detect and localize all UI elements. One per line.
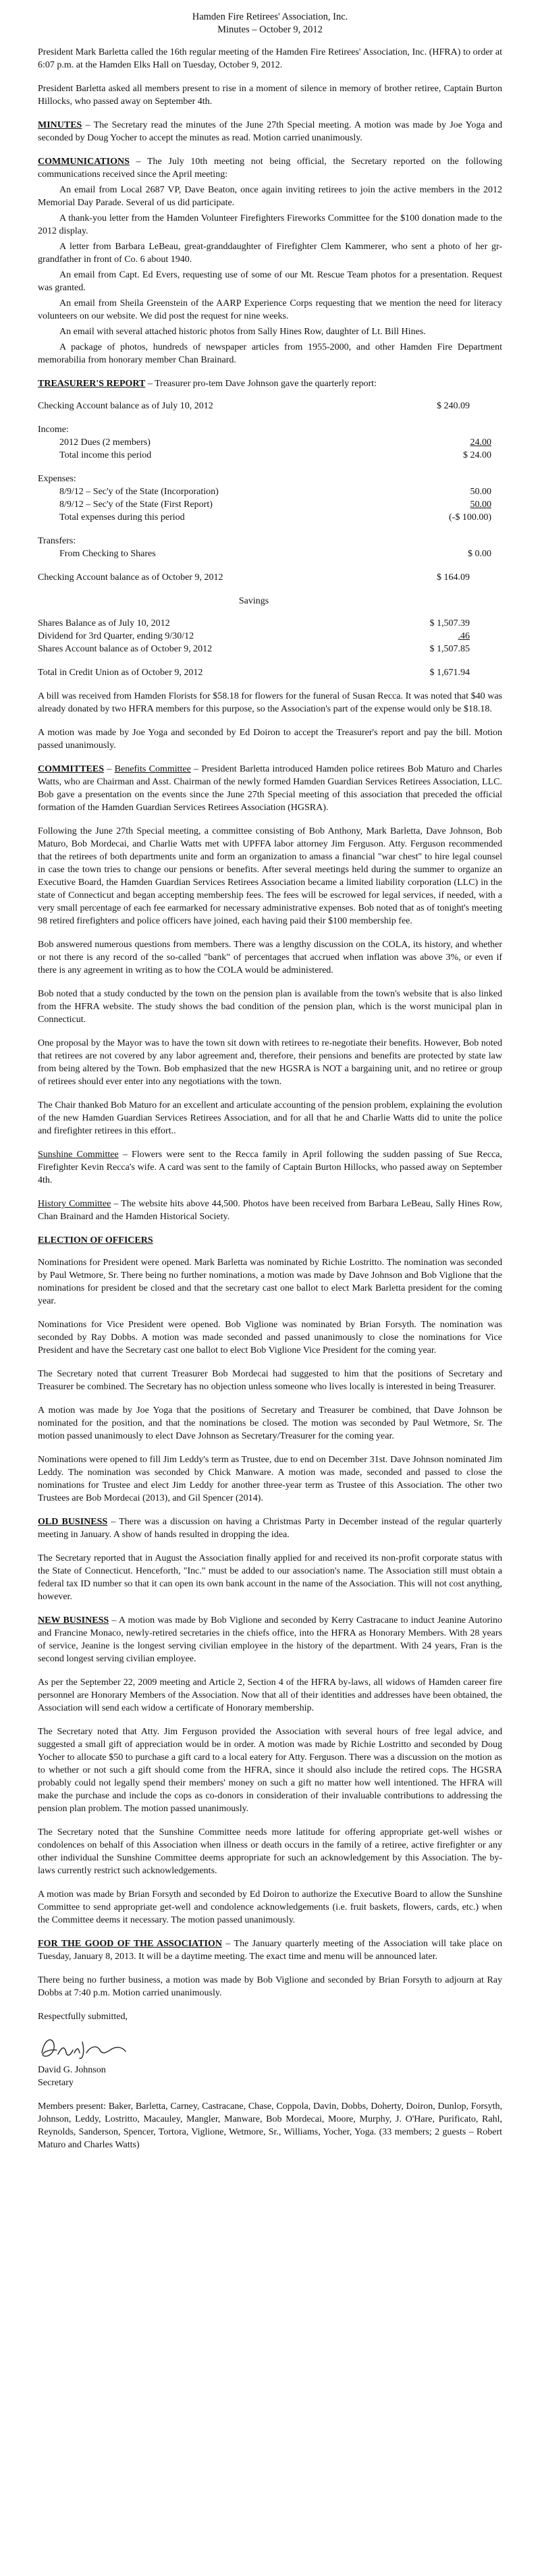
section-text: – There was a discussion on having a Christmas Party in December instead of the regular quarterly meeting in January. A show of hands resulted in dropping the idea. [38,1517,502,1540]
subsection-heading: Benefits Committee [114,764,191,774]
election-section [38,1234,502,1505]
election-paragraph: Nominations for Vice President were opened. Bob Viglione was nominated by Brian Forsyth. The nomination was seconded by Ray Dobbs. A motion was made seconded and passed unanimously to close the nominations for Vice President and have the Secretary cast one ballot to elect Bob Viglione Vice President for the coming year. [38,1320,502,1356]
fin-label: Checking Account balance as of October 9, 2012 [38,572,223,583]
election-paragraph: The Secretary noted that current Treasurer Bob Mordecai had suggested to him that the positions of Secretary and Treasurer be combined. The Secretary has no objection unless someone who lives locally is interested in being Treasurer. [38,1369,502,1392]
treasurer-note: A motion was made by Joe Yoga and seconded by Ed Doiron to accept the Treasurer's report and pay the bill. Motion passed unanimously. [38,728,502,751]
fin-label: Total expenses during this period [59,512,185,522]
communications-section [38,155,502,367]
intro-paragraph: President Mark Barletta called the 16th regular meeting of the Hamden Fire Retirees' Association, Inc. (HFRA) to order at 6:07 p.m. at the Hamden Elks Hall on Tuesday, October 9, 2012. [38,47,502,70]
fin-value: (-$ 100.00) [449,512,491,522]
fin-value: 50.00 [470,500,491,510]
fin-value: $ 164.09 [437,572,470,583]
savings-block [38,617,502,655]
section-text: – A motion was made by Bob Viglione and seconded by Kerry Castracane to induct Jeanine Autorino and Francine Monaco, newly-retired secretaries in the chiefs office, into the HFRA as Honorary Members. With 28 years of service, Jeanine is the longest serving civilian employee in the history of the department. With 24 years, Fran is the second longest serving civilian employee. [38,1615,502,1664]
fin-label: Total income this period [59,450,152,460]
election-paragraph: Nominations for President were opened. Mark Barletta was nominated by Richie Lostritto. The nomination was seconded by Paul Wetmore, Sr. There being no further nominations, a motion was made by Dave Johnson and Bob Viglione that the nominations for president be closed and that the secretary cast one ballot to elect Mark Barletta president for the coming year. [38,1258,502,1306]
communication-item: An email from Sheila Greenstein of the AARP Experience Corps requesting that we mention the need for literacy volunteers on our website. We did post the request for nine weeks. [38,298,502,321]
committee-paragraph: Following the June 27th Special meeting, a committee consisting of Bob Anthony, Mark Barletta, Dave Johnson, Bob Maturo, Bob Mordecai, and Charlie Watts met with UPFFA labor attorney Jim Ferguson. Atty. Ferguson recommended that the retirees of both departments unite and form an organization to amass a financial "war chest" to hire legal counsel in case the town tries to change our pensions or benefits. After several meetings held during the summer to organize an Executive Board, the Hamden Guardian Services Retirees Association became a limited liability corporation (LLC) in the state of Connecticut and began accepting membership fees. The fees will be escrowed for legal services, if needed, with a very small percentage of each fee earmarked for necessary administrative expenses. Bob noted that as of tonight's meeting 98 retired firefighters and police officers have joined, each having paid their $100 membership fee. [38,826,502,926]
fin-value: $ 1,507.85 [429,644,470,654]
fin-label: 8/9/12 – Sec'y of the State (Incorporation) [59,487,219,497]
fin-label: 2012 Dues (2 members) [59,437,151,448]
closing-line: Respectfully submitted, [38,2012,128,2022]
income-block [38,423,502,462]
section-heading: COMMITTEES [38,764,105,774]
section-heading: OLD BUSINESS [38,1517,108,1527]
communication-item: A package of photos, hundreds of newspaper articles from 1955-2000, and other Hamden Fire Department memorabilia from honorary member Chan Brainard. [38,342,502,365]
expenses-block [38,473,502,524]
communication-item: A letter from Barbara LeBeau, great-granddaughter of Firefighter Clem Kammerer, who sent a photo of her gr-grandfather in front of Co. 6 about 1940. [38,242,502,265]
communication-item: An email with several attached historic photos from Sally Hines Row, daughter of Lt. Bill Hines. [59,327,426,337]
fin-value: $ 1,671.94 [429,668,470,678]
new-business-paragraph: The Secretary noted that the Sunshine Committee needs more latitude for offering appropriate get-well wishes or condolences on behalf of this Association when illness or death occurs in the family of a retiree, active firefighter or any other individual the Sunshine Committee deems appropriate for such an acknowledgement by this Association. The by-laws currently restrict such acknowledgements. [38,1827,502,1876]
committee-paragraph: Bob answered numerous questions from members. There was a lengthy discussion on the COLA, its history, and whether or not there is any record of the so-called "bank" of percentages that accrued when inflation was above 3%, or even if there is any agreement in writing as to how the COLA would be administered. [38,940,502,975]
transfers-title: Transfers: [38,536,76,546]
committee-paragraph: The Chair thanked Bob Maturo for an excellent and articulate accounting of the pension problem, explaining the evolution of the new Hamden Guardian Services Retirees Association, and for all that he and Charlie Watts did to unite the police and firefighter retirees in this effort.. [38,1100,502,1136]
new-business-paragraph: A motion was made by Brian Forsyth and seconded by Ed Doiron to authorize the Executive Board to allow the Sunshine Committee to send appropriate get-well and condolence acknowledgements (i.e. fruit baskets, flowers, cards, etc.) when the Committee deems it necessary. The motion passed unanimously. [38,1889,502,1925]
section-text: – The website hits above 44,500. Photos have been received from Barbara LeBeau, Sally Hines Row, Chan Brainard and the Hamden Historical Society. [38,1199,503,1222]
old-business-section [38,1515,502,1603]
section-heading: FOR THE GOOD OF THE ASSOCIATION [38,1939,223,1949]
section-text: – The Secretary read the minutes of the June 27th Special meeting. A motion was made by Joe Yoga and seconded by Doug Yocher to accept the minutes as read. Motion carried unanimously. [38,120,502,143]
fin-label: Shares Balance as of July 10, 2012 [38,618,170,628]
section-text: – Treasurer pro-tem Dave Johnson gave the quarterly report: [145,379,377,389]
section-heading: TREASURER'S REPORT [38,379,146,389]
fin-value: $ 1,507.39 [429,618,470,628]
org-name: Hamden Fire Retirees' Association, Inc. [192,11,348,22]
credit-union-total-row [38,666,502,679]
section-heading: MINUTES [38,120,82,130]
communication-item: An email from Local 2687 VP, Dave Beaton, once again inviting retirees to join the active members in the 2012 Memorial Day Parade. Several of us did participate. [38,185,502,208]
election-paragraph: A motion was made by Joe Yoga that the positions of Secretary and Treasurer be combined, that Dave Johnson be nominated for the position, and that the nominations be closed. The motion was seconded by Paul Wetmore, Sr. The motion passed unanimously to elect Dave Johnson as Secretary/Treasurer for the coming year. [38,1405,502,1441]
intro-paragraph: President Barletta asked all members present to rise in a moment of silence in memory of brother retiree, Captain Burton Hillocks, who passed away on September 4th. [38,84,502,107]
good-of-association-section [38,1937,502,1963]
fin-value: $ 24.00 [463,450,491,460]
old-business-paragraph: The Secretary reported that in August the Association finally applied for and received its non-profit corporate status with the State of Connecticut. Henceforth, "Inc." must be added to our association's name. The Association still must obtain a federal tax ID number so that it can open its own bank account in the name of the Association. This will not cost anything, however. [38,1553,502,1602]
fin-label: Shares Account balance as of October 9, 2012 [38,644,213,654]
subsection-heading: Sunshine Committee [38,1150,119,1160]
document-header [38,11,502,36]
committee-paragraph: One proposal by the Mayor was to have the town sit down with retirees to re-negotiate their benefits. However, Bob noted that retirees are not covered by any labor agreement and, therefore, their pensions and benefits are protected by state law from being altered by the Town. Bob emphasized that the new HGSRA is NOT a bargaining unit, and no retiree or group of retirees should ever enter into any negotiations with the town. [38,1038,502,1087]
signer-title: Secretary [38,2078,74,2088]
subsection-heading: History Committee [38,1199,111,1209]
fin-label: From Checking to Shares [59,549,156,559]
fin-value: $ 0.00 [468,549,491,559]
minutes-section [38,119,502,144]
treasurer-section [38,377,502,679]
checking-start-row [38,400,502,412]
election-paragraph: Nominations were opened to fill Jim Leddy's term as Trustee, due to end on December 31st. Dave Johnson nominated Jim Leddy. The nomination was seconded by Chick Manware. A motion was made, seconded and passed to close the nominations for Trustee and elect Jim Leddy for another three-year term as Trustee of this Association. The other two Trustees are Bob Mordecai (2013), and Gil Spencer (2014). [38,1455,502,1503]
section-text: – The July 10th meeting not being official, the Secretary reported on the following communications received since the April meeting: [38,157,502,180]
members-present: Members present: Baker, Barletta, Carney, Castracane, Chase, Coppola, Davin, Dobbs, Doherty, Doiron, Dunlop, Forsyth, Johnson, Leddy, Lostritto, Macauley, Mangler, Manware, Bob Mordecai, Moore, Murphy, J. O'Hare, Purificato, Rahl, Reynolds, Sanderson, Spencer, Tortora, Viglione, Wetmore, Sr., Williams, Yocher, Yoga. (33 members; 2 guests – Robert Maturo and Charles Watts) [38,2101,502,2150]
fin-label: Dividend for 3rd Quarter, ending 9/30/12 [38,631,194,641]
expenses-title: Expenses: [38,474,76,484]
income-title: Income: [38,425,69,435]
fin-label: Total in Credit Union as of October 9, 2012 [38,668,203,678]
section-text: – Flowers were sent to the Recca family in April following the sudden passing of Sue Recca, Firefighter Kevin Recca's wife. A card was sent to the family of Captain Burton Hillocks, who passed away on September 4th. [38,1150,502,1185]
committee-paragraph: Bob noted that a study conducted by the town on the pension plan is available from the town's website that is also linked from the HFRA website. The study shows the bad condition of the pension plan, which is the worst municipal plan in Connecticut. [38,989,502,1025]
signature-icon [38,2033,173,2062]
separator: – [104,764,115,774]
fin-value: 24.00 [470,437,491,448]
transfers-block [38,535,502,560]
fin-label: 8/9/12 – Sec'y of the State (First Report) [59,500,213,510]
new-business-paragraph: As per the September 22, 2009 meeting and Article 2, Section 4 of the HFRA by-laws, all widows of Hamden career fire personnel are Honorary Members of the Association. Now that all of their identities and addresses have been obtained, the Association will send each widow a certificate of Honorary membership. [38,1678,502,1713]
section-heading: COMMUNICATIONS [38,157,130,167]
savings-title: Savings [238,596,269,606]
fin-label: Checking Account balance as of July 10, 2012 [38,401,213,411]
fin-value: 50.00 [470,487,491,497]
fin-value: $ 240.09 [437,401,470,411]
signature-image [38,2033,502,2062]
checking-end-row [38,571,502,584]
communication-item: An email from Capt. Ed Evers, requesting use of some of our Mt. Rescue Team photos for a presentation. Request was granted. [38,270,502,293]
section-text: – President Barletta introduced Hamden police retirees Bob Maturo and Charles Watts, who are Chairman and Asst. Chairman of the newly formed Hamden Guardian Services Retirees Association, LLC. Bob gave a presentation on the events since the June 27th Special meeting of this association that preceded the official formation of the Hamden Guardian Services Retirees Association (HGSRA). [38,764,502,813]
communication-item: A thank-you letter from the Hamden Volunteer Firefighters Fireworks Committee for the $100 donation made to the 2012 display. [38,213,502,236]
signer-name: David G. Johnson [38,2065,106,2075]
new-business-section [38,1614,502,1927]
fin-value: .46 [458,631,470,641]
section-heading: ELECTION OF OFFICERS [38,1235,153,1245]
committees-section [38,763,502,1223]
treasurer-note: A bill was received from Hamden Florists for $58.18 for flowers for the funeral of Susan Recca. It was noted that $40 was already donated by two HFRA members for this purpose, so the Association's part of the expense would only be $18.18. [38,691,502,714]
section-heading: NEW BUSINESS [38,1615,109,1626]
new-business-paragraph: The Secretary noted that Atty. Jim Ferguson provided the Association with several hours of free legal advice, and suggested a small gift of appreciation would be in order. A motion was made by Richie Lostritto and seconded by Doug Yocher to allocate $50 to purchase a gift card to a local eatery for Atty. Ferguson. There was a discussion on the motion as to whether or not such a gift should come from the HFRA, since it should also include the retired cops. The HGSRA probably could not legally spend their members' money on such a gift no matter how well intentioned. The HFRA will make the purchase and include the cops as co-donors in consideration of their invaluable contributions to addressing the pension plan problem. The motion passed unanimously. [38,1727,502,1814]
document-subtitle: Minutes – October 9, 2012 [217,24,323,35]
adjournment-paragraph: There being no further business, a motion was made by Bob Viglione and seconded by Brian Forsyth to adjourn at Ray Dobbs at 7:40 p.m. Motion carried unanimously. [38,1975,502,1998]
section-text: – The January quarterly meeting of the Association will take place on Tuesday, January 8, 2013. It will be a daytime meeting. The exact time and menu will be announced later. [38,1939,503,1962]
